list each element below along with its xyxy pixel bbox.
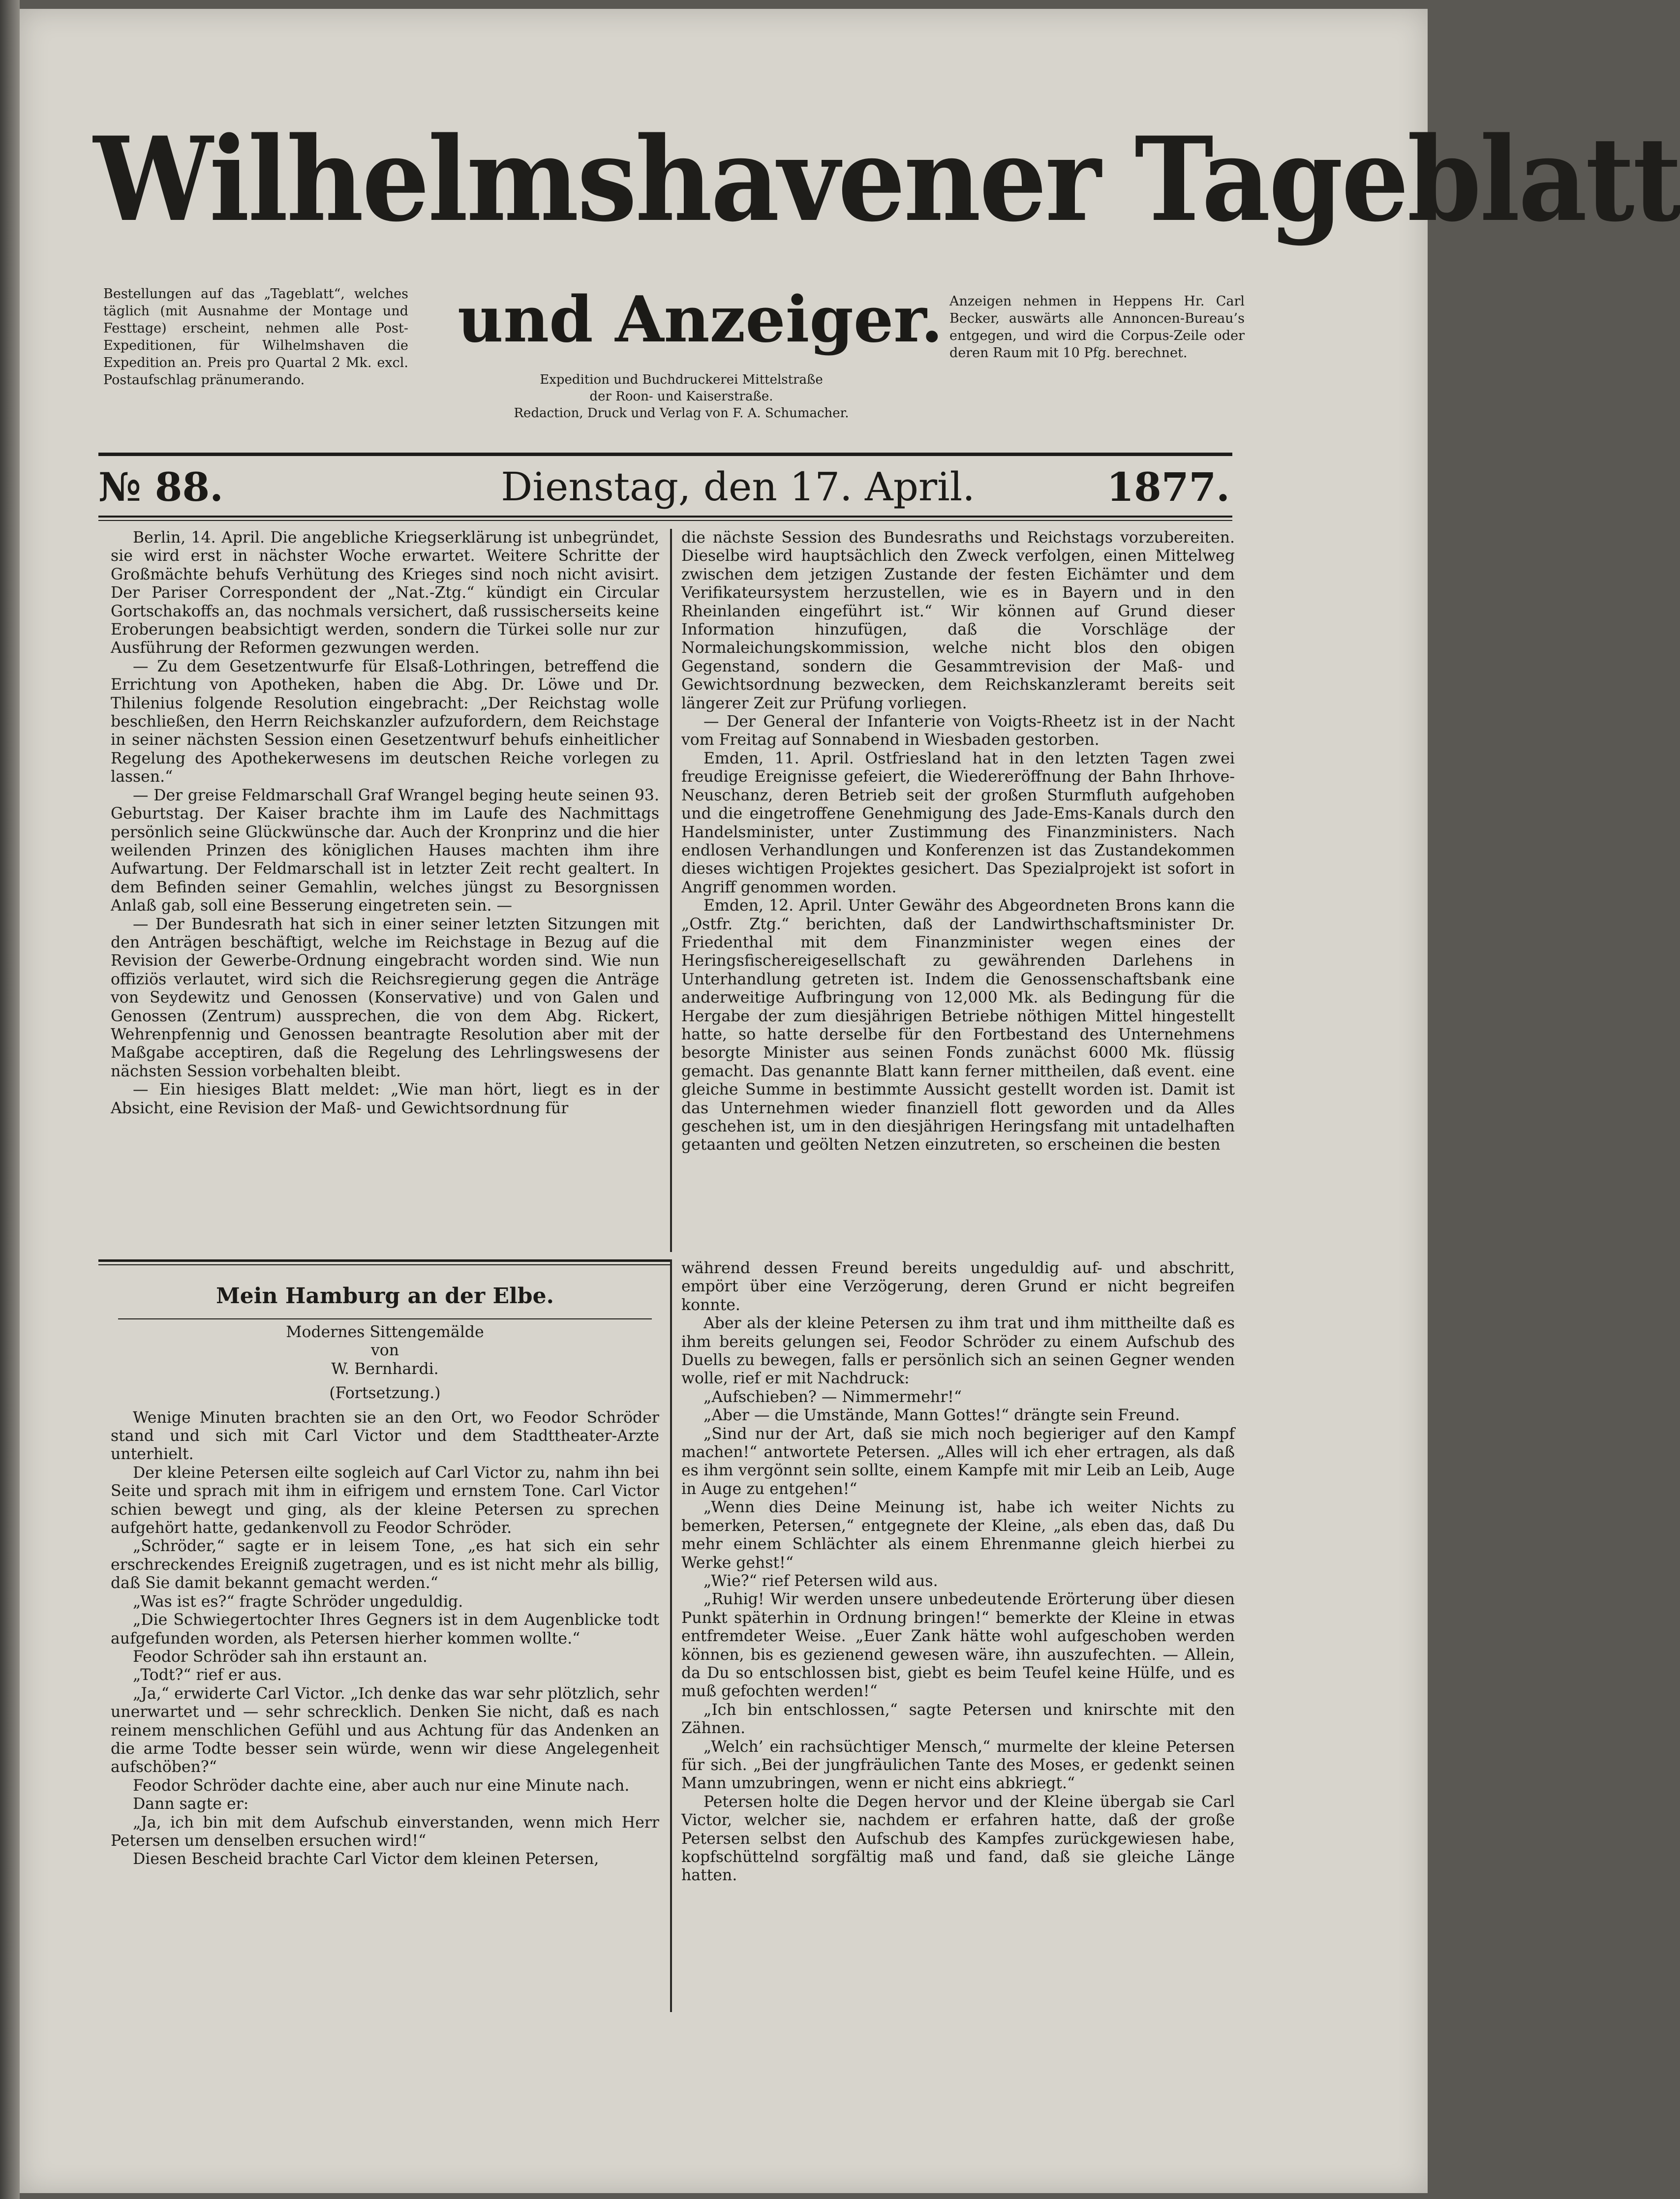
dateline [98, 460, 1230, 514]
subscription-notice: Bestellungen auf das „Tageblatt“, welches täglich (mit Ausnahme der Montage und Festtage) erscheint, nehmen alle Post-Expeditionen, für Wilhelmshaven die Expedition an. Preis pro Quartal 2 Mk. excl. Postaufschlag pränumerando. [103, 286, 408, 388]
article-apotheken: — Zu dem Gesetzentwurfe für Elsaß-Lothringen, betreffend die Errichtung von Apotheken, haben die Abg. Dr. Löwe und Dr. Thilenius folgende Resolution eingebracht: „Der Reichstag wolle beschließen, den Herrn Reichskanzler aufzufordern, dem Reichstage in seiner nächsten Session einen Gesetzentwurf behufs einheitlicher Regelung des Apothekerwesens im deutschen Reiche vorlegen zu lassen.“ [111, 657, 659, 786]
imprint-line-2: der Roon- und Kaiserstraße. [589, 389, 773, 404]
issue-date: Dienstag, den 17. April. [501, 464, 975, 510]
story-paragraph: „Aufschieben? — Nimmermehr!“ [703, 1388, 962, 1406]
story-paragraph: „Schröder,“ sagte er in leisem Tone, „es hat sich ein sehr erschreckendes Ereigniß zugetragen, und es ist nicht mehr als billig, daß Sie damit bekannt gemacht werden.“ [111, 1537, 659, 1592]
feuilleton-author: W. Bernhardi. [331, 1360, 439, 1378]
story-paragraph: Dann sagte er: [133, 1795, 249, 1813]
story-paragraph: „Ja, ich bin mit dem Aufschub einverstanden, wenn mich Herr Petersen um denselben ersuchen wird!“ [111, 1813, 659, 1850]
issue-year: 1877. [1106, 464, 1230, 510]
advertising-notice: Anzeigen nehmen in Heppens Hr. Carl Becker, auswärts alle Annoncen-Bureau’s entgegen, und wird die Corpus-Zeile oder deren Raum mit 10 Pfg. berechnet. [949, 294, 1245, 361]
story-paragraph: während dessen Freund bereits ungeduldig auf- und abschritt, empört über eine Verzögerung, deren Grund er nicht begreifen konnte. [681, 1259, 1235, 1314]
feuilleton-column-left [111, 1323, 659, 1869]
story-paragraph: „Todt?“ rief er aus. [133, 1666, 282, 1684]
rule-feuilleton-double [98, 1264, 672, 1265]
story-paragraph: „Wenn dies Deine Meinung ist, habe ich weiter Nichts zu bemerken, Petersen,“ entgegnete der Kleine, „als eben das, daß Du mehr einem Schlächter als einem Ehrenmanne gleich hierbei zu Werke gehst!“ [681, 1498, 1235, 1572]
rule-feuilleton-title [118, 1318, 652, 1319]
rule-below-dateline [98, 516, 1232, 518]
column-divider-upper [670, 529, 672, 1252]
issue-number: № 88. [98, 464, 223, 510]
story-paragraph: Petersen holte die Degen hervor und der Kleine übergab sie Carl Victor, welcher sie, nachdem er erfahren hatte, daß der große Petersen selbst den Aufschub des Kampfes zurückgewiesen habe, kopfschüttelnd sorgfältig maß und fand, daß sie gleiche Länge hatten. [681, 1793, 1235, 1885]
news-column-right [681, 529, 1235, 1155]
imprint [497, 371, 866, 422]
story-paragraph: „Sind nur der Art, daß sie mich noch begieriger auf den Kampf machen!“ antwortete Petersen. „Alles will ich eher ertragen, als daß es ihm vergönnt sein sollte, einem Kampfe mit mir Leib an Leib, Auge in Auge zu entgehen!“ [681, 1425, 1235, 1498]
column-divider-lower [670, 1259, 672, 2012]
story-paragraph: Feodor Schröder dachte eine, aber auch nur eine Minute nach. [133, 1776, 630, 1795]
story-paragraph: „Ruhig! Wir werden unsere unbedeutende Erörterung über diesen Punkt späterhin in Ordnung bringen!“ bemerkte der Kleine in etwas entfremdeter Weise. „Euer Zank hätte wohl aufgeschoben werden können, bis es gezienend gewesen wäre, ihn auszufechten. — Allein, da Du so entschlossen bist, giebt es beim Teufel keine Hülfe, und es muß gefochten werden!“ [681, 1590, 1235, 1701]
story-paragraph: Diesen Bescheid brachte Carl Victor dem kleinen Petersen, [133, 1850, 599, 1868]
feuilleton-byline-von: von [370, 1342, 399, 1360]
article-mass-gewicht-cont: die nächste Session des Bundesraths und Reichstags vorzubereiten. Dieselbe wird hauptsächlich den Zweck verfolgen, einen Mittelweg zwischen dem jetzigen Zustande der festen Eichämter und dem Verifikateursystem herzustellen, wie es in Bayern und in den Rheinlanden eingeführt ist.“ Wir können auf Grund dieser Information hinzufügen, daß die Vorschläge der Normaleichungskommission, welche nicht blos den obigen Gegenstand, sondern die Gesammtrevision der Maß- und Gewichtsordnung bezwecken, dem Reichskanzleramt bereits seit längerer Zeit zur Prüfung vorliegen. [681, 529, 1235, 712]
story-paragraph: Wenige Minuten brachten sie an den Ort, wo Feodor Schröder stand und sich mit Carl Victor und dem Stadttheater-Arzte unterhielt. [111, 1408, 659, 1464]
feuilleton-title: Mein Hamburg an der Elbe. [216, 1283, 554, 1309]
article-berlin: Berlin, 14. April. Die angebliche Kriegserklärung ist unbegründet, sie wird erst in nächster Woche erwartet. Weitere Schritte der Großmächte behufs Verhütung des Krieges sind noch nicht avisirt. Der Pariser Correspondent der „Nat.-Ztg.“ kündigt ein Circular Gortschakoffs an, das nochmals versichert, daß russischerseits keine Eroberungen beabsichtigt werden, sondern die Türkei solle nur zur Ausführung der Reformen gezwungen werden. [111, 529, 659, 657]
imprint-line-3: Redaction, Druck und Verlag von F. A. Schumacher. [514, 406, 849, 421]
rule-above-dateline [98, 453, 1232, 456]
article-voigts-rheetz: — Der General der Infanterie von Voigts-Rheetz ist in der Nacht vom Freitag auf Sonnabend in Wiesbaden gestorben. [681, 713, 1235, 749]
story-paragraph: „Welch’ ein rachsüchtiger Mensch,“ murmelte der kleine Petersen für sich. „Bei der jungfräulichen Tante des Moses, er gedenkt seinen Mann umzubringen, wenn er nicht eins abkriegt.“ [681, 1738, 1235, 1793]
article-mass-gewicht: — Ein hiesiges Blatt meldet: „Wie man hört, liegt es in der Absicht, eine Revision der Maß- und Gewichtsordnung für [111, 1081, 659, 1117]
feuilleton-continued: (Fortsetzung.) [329, 1384, 441, 1403]
story-paragraph: „Wie?“ rief Petersen wild aus. [703, 1572, 938, 1590]
book-binding [0, 0, 20, 2199]
masthead-title: Wilhelmshavener Tageblatt [93, 112, 1680, 247]
article-emden-11: Emden, 11. April. Ostfriesland hat in den letzten Tagen zwei freudige Ereignisse gefeiert, die Wiedereröffnung der Bahn Ihrhove-Neuschanz, deren Betrieb seit der großen Sturmfluth aufgehoben und die eingetroffene Genehmigung des Jade-Ems-Kanals durch den Handelsminister, unter Zustimmung des Finanzministers. Nach endlosen Verhandlungen und Konferenzen ist das Zustandekommen dieses wichtigen Projektes gesichert. Das Spezialprojekt ist sofort in Angriff genommen worden. [681, 749, 1235, 896]
feuilleton-subtitle: Modernes Sittengemälde [286, 1323, 484, 1341]
article-emden-12: Emden, 12. April. Unter Gewähr des Abgeordneten Brons kann die „Ostfr. Ztg.“ berichten, daß der Landwirthschaftsminister Dr. Friedenthal mit dem Finanzminister wegen eines der Heringsfischereigesellschaft zu gewährenden Darlehens in Unterhandlung getreten ist. Indem die Genossenschaftsbank eine anderweitige Aufbringung von 12,000 Mk. als Bedingung für die Hergabe der zum diesjährigen Betriebe nöthigen Mittel hingestellt hatte, so hatte derselbe für den Fortbestand des Unternehmens besorgte Minister aus seinen Fonds zunächst 6000 Mk. flüssig gemacht. Das genannte Blatt kann ferner mittheilen, daß event. eine gleiche Summe in bestimmte Aussicht gestellt worden ist. Damit ist das Unternehmen wieder finanziell flott geworden und da Alles geschehen ist, um in den diesjährigen Heringsfang mit untadelhaften getaanten und geölten Netzen einzutreten, so erscheinen die besten [681, 897, 1235, 1154]
story-paragraph: „Die Schwiegertochter Ihres Gegners ist in dem Augenblicke todt aufgefunden worden, als Petersen hierher kommen wollte.“ [111, 1611, 659, 1648]
story-paragraph: Aber als der kleine Petersen zu ihm trat und ihm mittheilte daß es ihm bereits gelungen sei, Feodor Schröder zu einem Aufschub des Duells zu bewegen, falls er persönlich sich an seinen Gegner wenden wolle, rief er mit Nachdruck: [681, 1314, 1235, 1388]
story-paragraph: „Ich bin entschlossen,“ sagte Petersen und knirschte mit den Zähnen. [681, 1701, 1235, 1738]
story-paragraph: „Ja,“ erwiderte Carl Victor. „Ich denke das war sehr plötzlich, sehr unerwartet und — sehr schrecklich. Denken Sie nicht, daß es nach reinem menschlichen Gefühl und aus Achtung für das Andenken an die arme Todte besser sein würde, wenn wir diese Angelegenheit aufschöben?“ [111, 1684, 659, 1776]
rule-feuilleton [98, 1259, 672, 1262]
story-paragraph: „Was ist es?“ fragte Schröder ungeduldig. [133, 1592, 463, 1611]
article-wrangel: — Der greise Feldmarschall Graf Wrangel beging heute seinen 93. Geburtstag. Der Kaiser brachte ihm im Laufe des Nachmittags persönlich seine Glückwünsche dar. Auch der Kronprinz und die hier weilenden Prinzen des königlichen Hauses machten ihm ihre Aufwartung. Der Feldmarschall ist in letzter Zeit recht gealtert. In dem Befinden seiner Gemahlin, welches jüngst zu Besorgnissen Anlaß gab, soll eine Besserung eingetreten sein. — [111, 786, 659, 915]
article-bundesrath: — Der Bundesrath hat sich in einer seiner letzten Sitzungen mit den Anträgen beschäftigt, welche im Reichstage in Bezug auf die Revision der Gewerbe-Ordnung eingebracht worden sind. Wie nun offiziös verlautet, wird sich die Reichsregierung gegen die Anträge von Seydewitz und Genossen (Konservative) und von Galen und Genossen (Zentrum) aussprechen, die von dem Abg. Rickert, Wehrenpfennig und Genossen beantragte Resolution aber mit der Maßgabe acceptiren, daß die Regelung des Lehrlingswesens der nächsten Session vorbehalten bleibt. [111, 915, 659, 1080]
imprint-line-1: Expedition und Buchdruckerei Mittelstraße [540, 372, 823, 387]
news-column-left [111, 529, 659, 1118]
rule-below-dateline-double [98, 520, 1232, 521]
masthead-subtitle: und Anzeiger. [458, 283, 943, 357]
story-paragraph: „Aber — die Umstände, Mann Gottes!“ drängte sein Freund. [703, 1406, 1180, 1425]
story-paragraph: Der kleine Petersen eilte sogleich auf Carl Victor zu, nahm ihn bei Seite und sprach mit ihm in eifrigem und ernstem Tone. Carl Victor schien bewegt und ging, als der kleine Petersen zu sprechen aufgehört hatte, gedankenvoll zu Feodor Schröder. [111, 1464, 659, 1537]
feuilleton-column-right [681, 1259, 1235, 1885]
story-paragraph: Feodor Schröder sah ihn erstaunt an. [133, 1648, 428, 1666]
